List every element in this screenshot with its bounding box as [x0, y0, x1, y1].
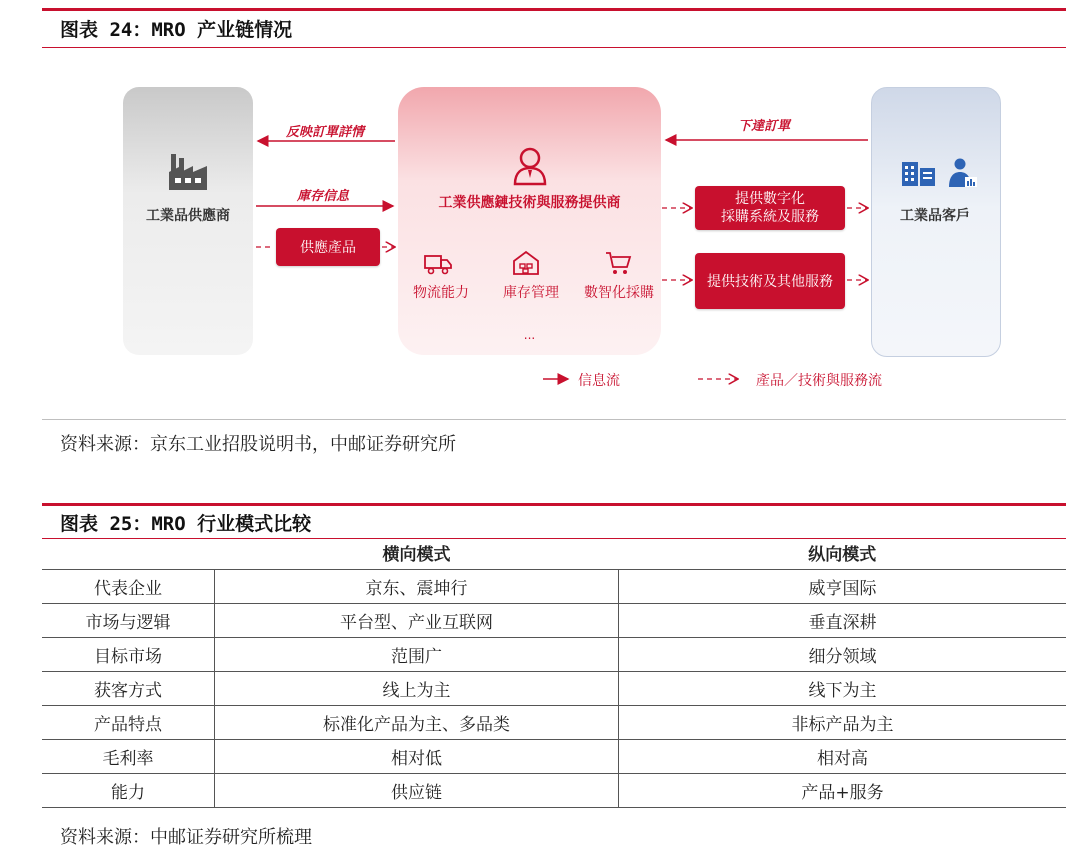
flow-inventory-label: 庫存信息 — [297, 189, 350, 204]
table-row — [42, 638, 1066, 672]
table-cell: 非标产品为主 — [619, 706, 1067, 740]
figure25-source: 资料来源：中邮证券研究所梳理 — [60, 827, 312, 848]
flow-arrows — [0, 0, 1080, 400]
box-digital-procurement — [695, 186, 845, 230]
mro-diagram — [0, 0, 1080, 400]
table-row — [42, 706, 1066, 740]
table-cell: 供应链 — [215, 774, 619, 808]
figure24-title: 图表 24：MRO 产业链情况 — [60, 19, 293, 41]
capability-inventory: 庫存管理 — [503, 285, 559, 301]
row-label: 获客方式 — [42, 672, 215, 706]
table-cell: 平台型、产业互联网 — [215, 604, 619, 638]
flow-feedback-label: 反映訂單詳情 — [286, 125, 365, 140]
legend-info-flow: 信息流 — [578, 373, 620, 389]
header-cell — [42, 536, 215, 570]
capability-procurement: 數智化採購 — [584, 285, 654, 301]
table-cell: 标准化产品为主、多品类 — [215, 706, 619, 740]
table-header-row — [42, 536, 1066, 570]
box-digital-line1: 提供數字化 — [735, 191, 805, 207]
table-cell: 细分领域 — [619, 638, 1067, 672]
row-label: 目标市场 — [42, 638, 215, 672]
table-row — [42, 672, 1066, 706]
table-cell: 相对高 — [619, 740, 1067, 774]
row-label: 市场与逻辑 — [42, 604, 215, 638]
customer-label: 工業品客戶 — [900, 208, 970, 224]
table-cell: 京东、震坤行 — [215, 570, 619, 604]
table-cell: 相对低 — [215, 740, 619, 774]
figure24-source: 资料来源：京东工业招股说明书，中邮证券研究所 — [60, 434, 456, 455]
row-label: 代表企业 — [42, 570, 215, 604]
comparison-table — [42, 536, 1066, 808]
supplier-label: 工業品供應商 — [146, 208, 230, 224]
table-row — [42, 740, 1066, 774]
table-cell: 线下为主 — [619, 672, 1067, 706]
table-cell: 垂直深耕 — [619, 604, 1067, 638]
center-label: 工業供應鏈技術與服務提供商 — [438, 195, 621, 211]
box-supply-product: 供應產品 — [276, 228, 380, 266]
row-label: 毛利率 — [42, 740, 215, 774]
capability-logistics: 物流能力 — [413, 285, 469, 301]
flow-order-label: 下達訂單 — [738, 119, 791, 134]
legend-product-flow: 產品／技術與服務流 — [756, 373, 882, 389]
header-cell: 横向模式 — [215, 536, 619, 570]
figure25-title: 图表 25：MRO 行业模式比较 — [60, 513, 312, 535]
table-cell: 产品+服务 — [619, 774, 1067, 808]
box-tech-services: 提供技術及其他服務 — [695, 253, 845, 309]
table-cell: 线上为主 — [215, 672, 619, 706]
table-row — [42, 774, 1066, 808]
table-row — [42, 570, 1066, 604]
figure24-divider — [42, 419, 1066, 420]
row-label: 能力 — [42, 774, 215, 808]
row-label: 产品特点 — [42, 706, 215, 740]
table-row — [42, 604, 1066, 638]
box-digital-line2: 採購系統及服務 — [721, 209, 819, 225]
table-cell: 范围广 — [215, 638, 619, 672]
table-cell: 威亨国际 — [619, 570, 1067, 604]
ellipsis: ... — [523, 328, 536, 342]
header-cell: 纵向模式 — [619, 536, 1067, 570]
